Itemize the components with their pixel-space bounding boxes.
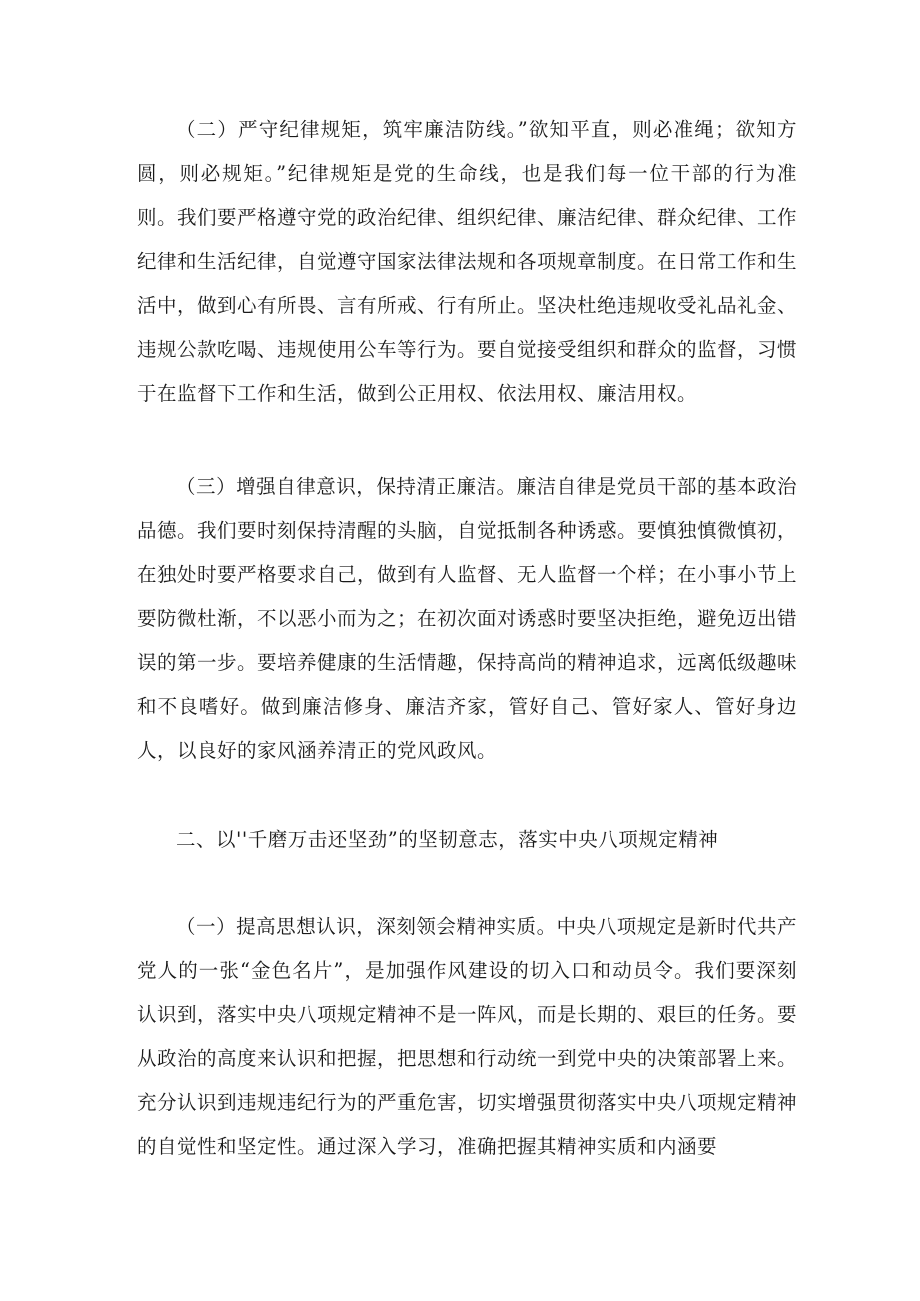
paragraph-self-discipline: （三）增强自律意识，保持清正廉洁。廉洁自律是党员干部的基本政治品德。我们要时刻保持清醒的头脑，自觉抵制各种诱惑。要慎独慎微慎初，在独处时要严格要求自己，做到有人监督、无人监督一个样；在小事小节上要防微杜渐，不以恶小而为之；在初次面对诱惑时要坚决拒绝，避免迈出错误的第一步。要培养健康的生活情趣，保持高尚的精神追求，远离低级趣味和不良嗜好。做到廉洁修身、廉洁齐家，管好自己、管好家人、管好身边人，以良好的家风涵养清正的党风政风。 [137,475,798,762]
paragraph-discipline: （二）严守纪律规矩，筑牢廉洁防线。”欲知平直，则必准绳；欲知方圆，则必规矩。”纪律规矩是党的生命线，也是我们每一位干部的行为准则。我们要严格遵守党的政治纪律、组织纪律、廉洁纪律、群众纪律、工作纪律和生活纪律，自觉遵守国家法律法规和各项规章制度。在日常工作和生活中，做到心有所畏、言有所戒、行有所止。坚决杜绝违规收受礼品礼金、违规公款吃喝、违规使用公车等行为。要自觉接受组织和群众的监督，习惯于在监督下工作和生活，做到公正用权、依法用权、廉洁用权。 [137,118,798,405]
paragraph-eight-regulations: （一）提高思想认识，深刻领会精神实质。中央八项规定是新时代共产党人的一张“金色名片”，是加强作风建设的切入口和动员令。我们要深刻认识到，落实中央八项规定精神不是一阵风，而是长期的、艰巨的任务。要从政治的高度来认识和把握，把思想和行动统一到党中央的决策部署上来。充分认识到违规违纪行为的严重危害，切实增强贯彻落实中央八项规定精神的自觉性和坚定性。通过深入学习，准确把握其精神实质和内涵要 [137,915,798,1158]
section-heading: 二、以''千磨万击还坚劲”的坚韧意志，落实中央八项规定精神 [176,828,719,851]
